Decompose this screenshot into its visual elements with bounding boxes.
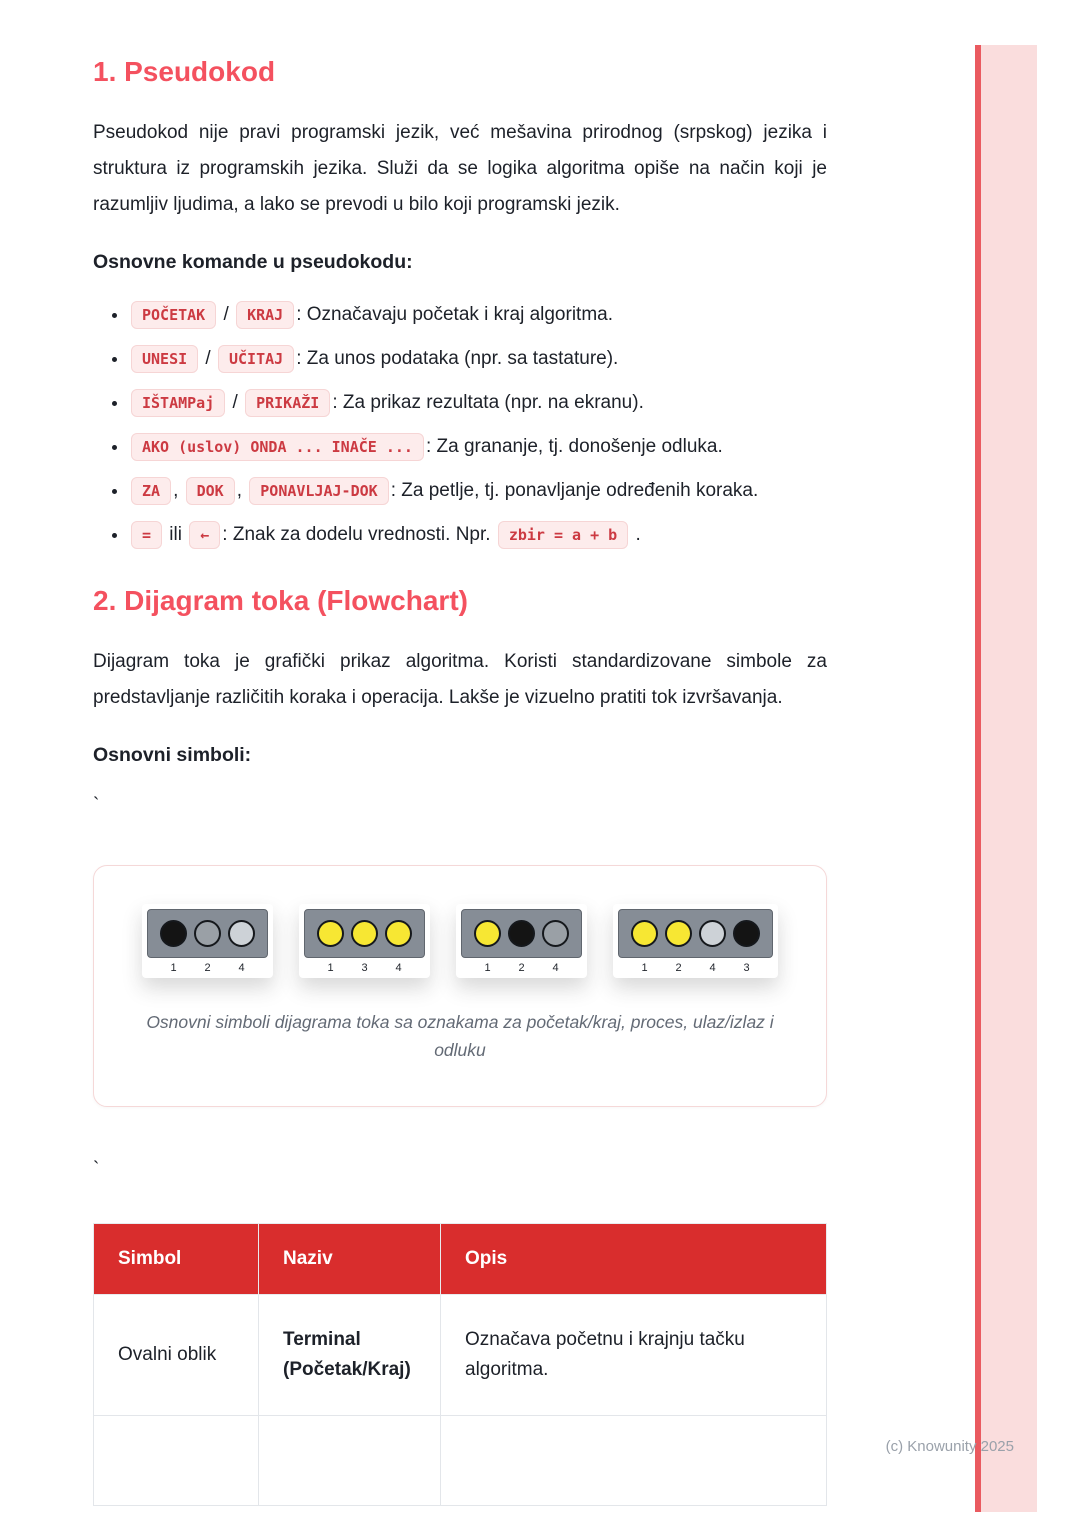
table-row-partial xyxy=(94,1416,827,1506)
symbol-number-label: 4 xyxy=(709,962,716,974)
symbol-number-label: 2 xyxy=(675,962,682,974)
symbol-number-label: 1 xyxy=(327,962,334,974)
command-text: . xyxy=(630,524,641,545)
cell-simbol: Ovalni oblik xyxy=(94,1295,259,1416)
symbol-unit-box xyxy=(147,909,268,958)
black-circle-icon xyxy=(160,920,187,947)
code-chip: PONAVLJAJ-DOK xyxy=(249,477,388,505)
symbol-unit xyxy=(142,904,273,978)
symbol-unit-labels xyxy=(618,958,773,974)
symbol-unit-labels xyxy=(304,958,425,974)
symbol-number-label: 2 xyxy=(518,962,525,974)
symbols-table-partial xyxy=(94,1416,827,1506)
code-chip: ZA xyxy=(131,477,171,505)
stray-backtick-1: ` xyxy=(93,795,100,816)
pseudo-command-list xyxy=(129,300,827,550)
command-text: : Označavaju početak i kraj algoritma. xyxy=(296,304,613,325)
symbol-number-label: 1 xyxy=(484,962,491,974)
code-chip: PRIKAŽI xyxy=(245,389,330,417)
section-2-title: 2. Dijagram toka (Flowchart) xyxy=(93,585,468,616)
section-1-intro-paragraph: Pseudokod nije pravi programski jezik, već mešavina prirodnog (srpskog) jezika i struktura iz programskih jezika. Služi da se logika algoritma opiše na način koji je razumljiv ljudima, a lako se prevodi u bilo koji programski jezik. xyxy=(93,122,827,215)
symbol-unit-box xyxy=(304,909,425,958)
lightgray-circle-icon xyxy=(699,920,726,947)
table-header-naziv: Naziv xyxy=(259,1224,441,1295)
code-chip: zbir = a + b xyxy=(498,521,628,549)
command-list-item xyxy=(129,520,827,550)
symbol-number-label: 3 xyxy=(361,962,368,974)
code-chip: DOK xyxy=(186,477,235,505)
copyright-footer: (c) Knowunity 2025 xyxy=(885,1438,1014,1455)
code-chip: IŠTAMPaj xyxy=(131,389,225,417)
code-chip: = xyxy=(131,521,162,549)
flowchart-symbols-image xyxy=(128,904,792,978)
cell-opis: Označava početnu i krajnju tačku algoritma. xyxy=(441,1295,827,1416)
command-text: , xyxy=(236,480,248,501)
table-header-opis: Opis xyxy=(441,1224,827,1295)
yellow-circle-icon xyxy=(665,920,692,947)
code-chip: ← xyxy=(189,521,220,549)
section-1-title: 1. Pseudokod xyxy=(93,56,276,87)
symbols-table-body xyxy=(94,1295,827,1416)
command-list-item xyxy=(129,432,827,462)
symbol-unit xyxy=(613,904,778,978)
yellow-circle-icon xyxy=(351,920,378,947)
symbol-unit xyxy=(299,904,430,978)
lightgray-circle-icon xyxy=(228,920,255,947)
yellow-circle-icon xyxy=(474,920,501,947)
cell-naziv: Terminal (Početak/Kraj) xyxy=(259,1295,441,1416)
symbol-number-label: 1 xyxy=(641,962,648,974)
command-text: , xyxy=(173,480,184,501)
symbol-number-label: 3 xyxy=(743,962,750,974)
command-list-item xyxy=(129,476,827,506)
gray-circle-icon xyxy=(542,920,569,947)
symbols-table xyxy=(93,1223,827,1506)
symbol-unit-box xyxy=(461,909,582,958)
command-list-item xyxy=(129,344,827,374)
symbol-number-label: 4 xyxy=(552,962,559,974)
symbol-unit-labels xyxy=(461,958,582,974)
flowchart-figure-card xyxy=(93,865,827,1107)
command-text: : Za prikaz rezultata (npr. na ekranu). xyxy=(332,392,644,413)
yellow-circle-icon xyxy=(317,920,344,947)
symbols-subheading: Osnovni simboli: xyxy=(93,744,252,766)
right-stripe-accent-line xyxy=(975,45,981,1512)
command-list-item xyxy=(129,300,827,330)
section-2-intro-paragraph: Dijagram toka je grafički prikaz algoritma. Koristi standardizovane simbole za predstavljanje različitih koraka i operacija. Lakše je vizuelno pratiti tok izvršavanja. xyxy=(93,651,827,708)
stray-backtick-2: ` xyxy=(93,1159,100,1180)
command-text: : Za petlje, tj. ponavljanje određenih koraka. xyxy=(390,480,759,501)
symbol-number-label: 4 xyxy=(395,962,402,974)
yellow-circle-icon xyxy=(385,920,412,947)
command-text: ili xyxy=(164,524,188,545)
black-circle-icon xyxy=(733,920,760,947)
symbol-unit xyxy=(456,904,587,978)
code-chip: KRAJ xyxy=(236,301,294,329)
commands-subheading: Osnovne komande u pseudokodu: xyxy=(93,251,413,273)
code-chip: POČETAK xyxy=(131,301,216,329)
command-list-item xyxy=(129,388,827,418)
table-row xyxy=(94,1295,827,1416)
command-text: : Za grananje, tj. donošenje odluka. xyxy=(425,436,723,457)
command-text: / xyxy=(200,348,216,369)
table-header-simbol: Simbol xyxy=(94,1224,259,1295)
command-text: : Znak za dodelu vrednosti. Npr. xyxy=(222,524,496,545)
black-circle-icon xyxy=(508,920,535,947)
yellow-circle-icon xyxy=(631,920,658,947)
code-chip: AKO (uslov) ONDA ... INAČE ... xyxy=(131,433,424,461)
symbol-unit-labels xyxy=(147,958,268,974)
code-chip: UNESI xyxy=(131,345,198,373)
command-text: : Za unos podataka (npr. sa tastature). xyxy=(296,348,619,369)
symbol-unit-box xyxy=(618,909,773,958)
code-chip: UČITAJ xyxy=(218,345,294,373)
command-text: / xyxy=(227,392,244,413)
figure-caption: Osnovni simboli dijagrama toka sa oznakama za početak/kraj, proces, ulaz/izlaz i odluku xyxy=(146,1012,774,1060)
symbol-number-label: 1 xyxy=(170,962,177,974)
document-content-column xyxy=(93,0,827,1506)
gray-circle-icon xyxy=(194,920,221,947)
right-stripe-band xyxy=(981,45,1037,1512)
symbol-number-label: 2 xyxy=(204,962,211,974)
command-text: / xyxy=(218,304,235,325)
symbol-number-label: 4 xyxy=(238,962,245,974)
symbols-table-header xyxy=(94,1224,827,1295)
